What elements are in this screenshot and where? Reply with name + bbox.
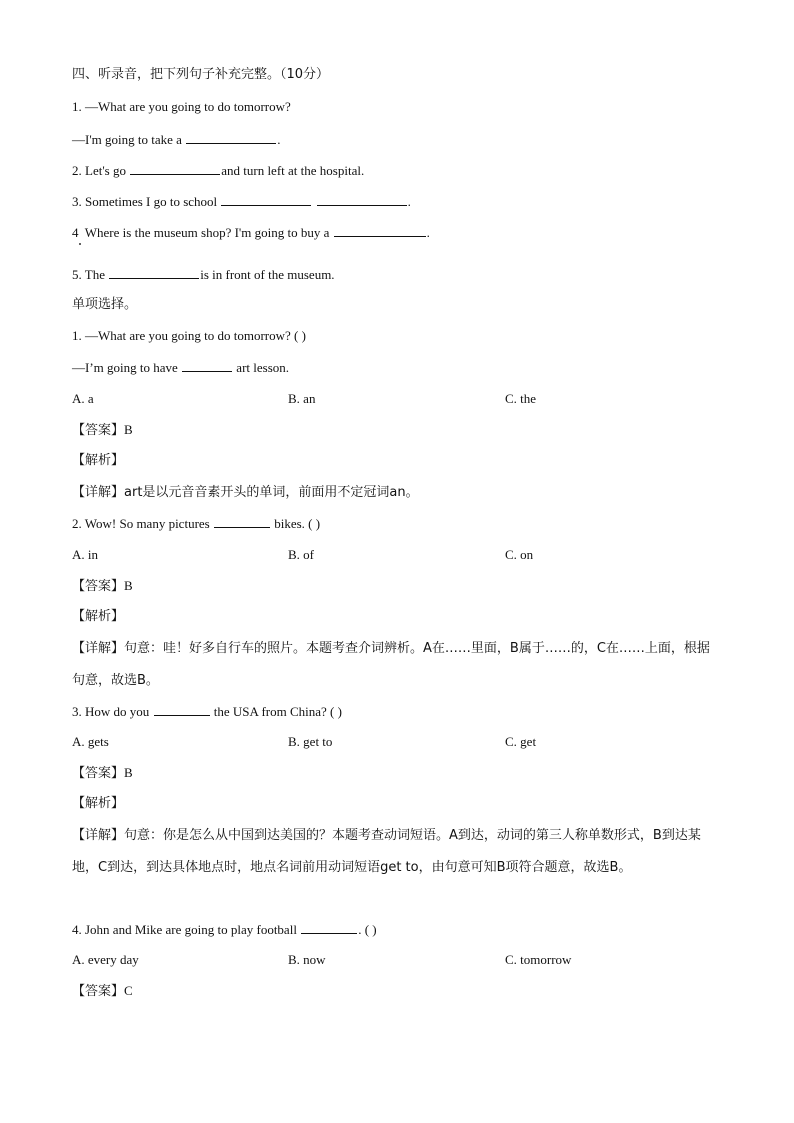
- choice-q4-option-c[interactable]: C. tomorrow: [505, 952, 572, 967]
- listen-q4-line: 4 Where is the museum shop? I'm going to buy a .: [72, 225, 430, 240]
- choice-q4-stem: 4. John and Mike are going to play football . ( ): [72, 922, 377, 937]
- listen-q1-answer-line: —I'm going to take a .: [72, 132, 281, 147]
- section-heading-choice: 单项选择。: [72, 297, 138, 312]
- fill-blank[interactable]: [154, 702, 210, 716]
- fill-blank[interactable]: [214, 514, 270, 528]
- choice-q1-analysis-tag: 【解析】: [72, 453, 125, 468]
- fill-blank[interactable]: [109, 265, 199, 279]
- choice-q3-option-a[interactable]: A. gets: [72, 734, 109, 749]
- choice-q3-analysis-tag: 【解析】: [72, 796, 125, 811]
- fill-blank[interactable]: [130, 161, 220, 175]
- listen-q3-line: 3. Sometimes I go to school .: [72, 194, 411, 209]
- choice-q2-analysis-tag: 【解析】: [72, 609, 125, 624]
- choice-q1-option-c[interactable]: C. the: [505, 391, 537, 406]
- listen-q1-question: 1. —What are you going to do tomorrow?: [72, 99, 291, 114]
- choice-q4-option-b[interactable]: B. now: [288, 952, 326, 967]
- stray-dot-mark: [79, 243, 81, 245]
- choice-q1-option-a[interactable]: A. a: [72, 391, 94, 406]
- choice-q2-option-b[interactable]: B. of: [288, 547, 314, 562]
- choice-q4-answer: 【答案】C: [72, 983, 133, 999]
- choice-q3-answer: 【答案】B: [72, 765, 133, 781]
- choice-q3-stem: 3. How do you the USA from China? ( ): [72, 704, 342, 719]
- choice-q1-stem-b: —I’m going to have art lesson.: [72, 360, 290, 375]
- fill-blank[interactable]: [221, 192, 311, 206]
- choice-q4-option-a[interactable]: A. every day: [72, 952, 139, 967]
- listen-q5-line: 5. The is in front of the museum.: [72, 267, 335, 282]
- choice-q1-stem: 1. —What are you going to do tomorrow? ( ): [72, 328, 306, 343]
- fill-blank[interactable]: [186, 130, 276, 144]
- fill-blank[interactable]: [182, 358, 232, 372]
- choice-q1-detail: 【详解】art是以元音音素开头的单词，前面用不定冠词an。: [72, 485, 419, 500]
- choice-q2-detail: 【详解】句意：哇！好多自行车的照片。本题考查介词辨析。A在……里面，B属于……的，C在……上面，根据句意，故选B。: [72, 641, 710, 688]
- section-heading-listening: 四、听录音，把下列句子补充完整。（10分）: [72, 67, 330, 82]
- listen-q2-line: 2. Let's go and turn left at the hospital.: [72, 163, 365, 178]
- choice-q2-option-a[interactable]: A. in: [72, 547, 98, 562]
- choice-q1-answer: 【答案】B: [72, 422, 133, 438]
- fill-blank[interactable]: [317, 192, 407, 206]
- fill-blank[interactable]: [301, 920, 357, 934]
- choice-q3-option-b[interactable]: B. get to: [288, 734, 333, 749]
- choice-q3-detail: 【详解】句意：你是怎么从中国到达美国的？本题考查动词短语。A到达，动词的第三人称单数形式，B到达某地，C到达，到达具体地点时，地点名词前用动词短语get to，由句意可知B项符合题意，故选B。: [72, 828, 701, 875]
- choice-q2-option-c[interactable]: C. on: [505, 547, 534, 562]
- choice-q2-stem: 2. Wow! So many pictures bikes. ( ): [72, 516, 321, 531]
- choice-q1-option-b[interactable]: B. an: [288, 391, 316, 406]
- choice-q2-answer: 【答案】B: [72, 578, 133, 594]
- choice-q3-option-c[interactable]: C. get: [505, 734, 537, 749]
- fill-blank[interactable]: [334, 223, 426, 237]
